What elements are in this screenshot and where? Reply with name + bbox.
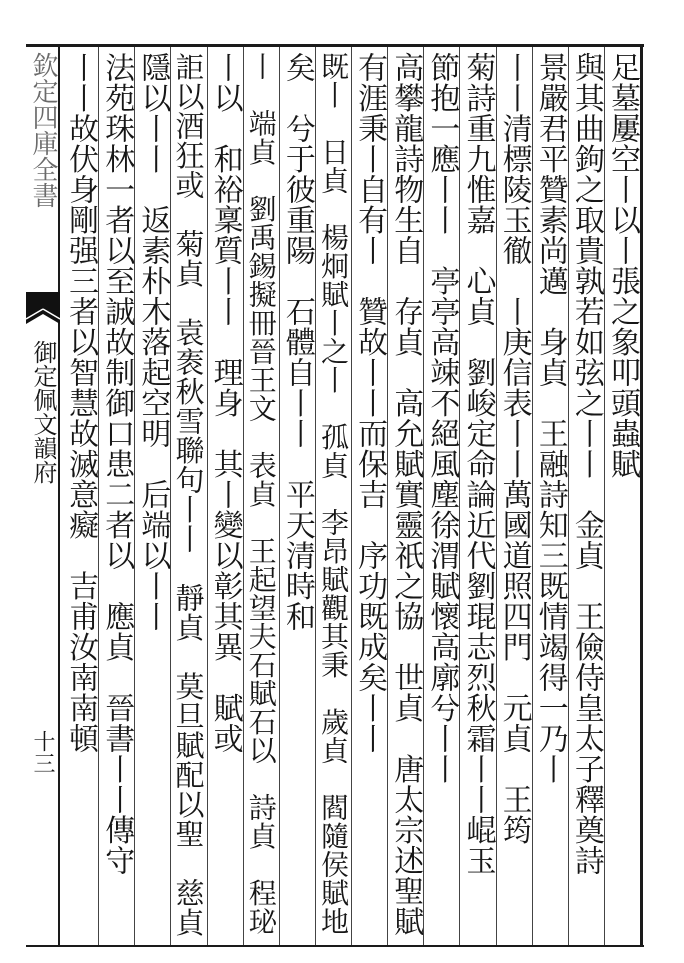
column-rule [134,47,135,945]
text-column: 高攀龍詩物生自 存貞 高允賦實靈祇之協 世貞 唐太宗述聖賦 [388,52,424,937]
frame-right-border [640,44,643,947]
text-column: 足墓屢空丨以丨張之象叩頭蟲賦 [604,52,640,479]
text-column: 與其曲鉤之取貴孰若如弦之丨丨 金貞 王儉侍皇太子釋奠詩 [568,52,604,876]
margin-page-number: 十三 [30,730,55,774]
frame-bottom-border [26,945,644,947]
frame-left-border [58,44,60,947]
column-rule [604,47,605,945]
column-rule [423,47,424,945]
text-column: 法苑珠林一者以至誠故制御口患二者以 應貞 晉書丨丨傳守 [99,52,135,876]
text-column: 丨以 和裕稟質丨丨 理身 其丨變以彰其異 賦或 [207,52,243,754]
column-rule [459,47,460,945]
fishtail-mark [26,292,60,326]
column-rule [351,47,352,945]
text-column: 隱以丨丨 返素朴木落起空明 后端以丨丨 [135,52,171,632]
margin-subtitle: 御定佩文韻府 [29,340,57,484]
column-rule [98,47,99,945]
text-column: 矣 兮于彼重陽 石體自丨丨 平天清時和 [279,52,315,632]
column-rule [207,47,208,945]
text-column: 景嚴君平贊素尚邁 身貞 王融詩知三既情竭得一乃丨 [532,52,568,784]
column-rule [170,47,171,945]
text-column: 有涯秉丨自有丨 贊故丨丨而保吉 序功既成矣丨丨 [352,52,388,754]
column-rule [315,47,316,945]
column-rule [532,47,533,945]
text-column: 丨 端貞 劉禹錫擬冊晉王文 表貞 王起望夫石賦石以 詩貞 程珌 [244,52,278,936]
column-rule [243,47,244,945]
column-rule [387,47,388,945]
text-column: 丨丨故伏身剛强三者以智慧故滅意癡 吉甫汝南南頓 [63,52,99,754]
column-rule [496,47,497,945]
text-column: 菊詩重九惟嘉 心貞 劉峻定命論近代劉琨志烈秋霜丨丨崐玉 [460,52,496,876]
text-column: 詎以酒狂或 菊貞 袁袠秋雪聯句丨丨 靜貞 莫旦賦配以聖 慈貞 [171,52,206,937]
text-column: 既丨 日貞 楊炯賦丨之丨 孤貞 李昂賦觀其秉 歲貞 閻隨侯賦地 [316,52,350,936]
column-rule [279,47,280,945]
text-column: 節抱一應丨丨 亭亭高竦不絕風塵徐渭賦懷高廓兮丨丨 [424,52,460,784]
margin-title: 欽定四庫全書 [28,52,58,208]
frame-top-border [26,44,644,47]
text-column: 丨丨清標陵玉徹 丨庚信表丨丨萬國道照四門 元貞 王筠 [496,52,532,845]
column-rule [568,47,569,945]
